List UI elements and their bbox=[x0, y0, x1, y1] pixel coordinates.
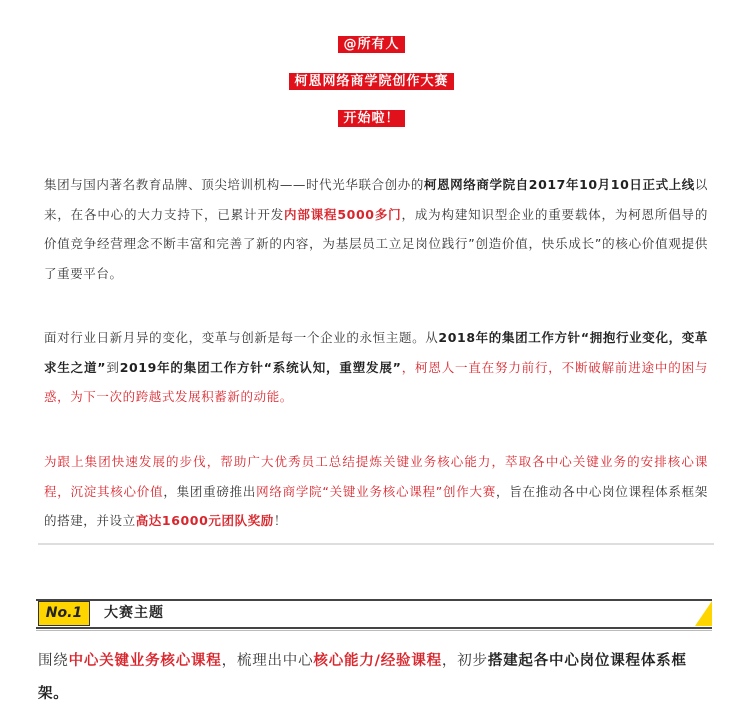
intro-paragraph bbox=[44, 170, 708, 288]
section-title: 大赛主题 bbox=[104, 605, 164, 621]
banner-line-1 bbox=[0, 33, 743, 52]
banner-text-start: 开始啦！ bbox=[338, 110, 404, 127]
section-divider bbox=[38, 543, 714, 545]
text-segment-bold: 柯恩网络商学院自2017年10月10日正式上线 bbox=[423, 177, 695, 192]
text-segment-bold: 2018年的集团工作方针 bbox=[438, 330, 581, 345]
banner-line-3 bbox=[0, 107, 743, 126]
header-bottom-rule bbox=[36, 627, 712, 629]
text-segment: 集团与国内著名教育品牌、顶尖培训机构——时代光华联合创办的 bbox=[44, 177, 424, 192]
text-segment-bold: 框架。 bbox=[38, 653, 687, 702]
text-segment: ，旨在推动各中心岗位课程体系框架的搭建，并设立 bbox=[44, 483, 708, 528]
text-segment-highlight: 高达16000元团队奖励 bbox=[135, 513, 274, 528]
text-segment: 到 bbox=[106, 359, 120, 375]
text-segment: ，梳理出中心 bbox=[221, 653, 314, 669]
change-paragraph bbox=[44, 323, 708, 412]
section-header-theme bbox=[36, 599, 712, 629]
text-segment-red: ，柯恩人一直在努力前行，不断破解前进途中的困与惑，为下一次的跨越式发展积蓄新的动能。 bbox=[44, 359, 708, 404]
text-segment: ，成为构建知识型企业的重要载体，为柯恩所倡导的价值竞争经营理念不断丰富和完善了新的内容，为基层员工立足岗位践行”创造价值，快乐成长”的核心价值观提供了重要平台。 bbox=[44, 206, 708, 281]
text-segment-highlight: 核心能力/经验课程 bbox=[313, 653, 442, 669]
section-number-badge: No.1 bbox=[38, 601, 90, 626]
text-segment-bold: 搭建起各中心岗位课程体系 bbox=[487, 653, 672, 669]
text-segment: 面对行业日新月异的变化，变革与创新是每一个企业的永恒主题。从 bbox=[44, 330, 439, 345]
text-segment-bold: “ bbox=[580, 330, 590, 345]
header-bottom-shadow bbox=[36, 630, 712, 631]
text-segment-bold: 2019年的集团工作方针“系统认知，重塑发展” bbox=[119, 359, 402, 375]
text-segment: 以来，在各中心的大力支持下，已累计开发 bbox=[44, 177, 708, 222]
banner-text-contest-name: 柯恩网络商学院创作大赛 bbox=[289, 73, 453, 90]
contest-paragraph bbox=[44, 447, 708, 536]
banner-text-at-all: @所有人 bbox=[338, 36, 404, 53]
text-segment-red: 为跟上集团快速发展的步伐，帮助广大优秀员工总结提炼关键业务核心能力，萃取各中心关键业务的安排核心课程，沉淀其核心价值 bbox=[44, 454, 708, 499]
text-segment: ！ bbox=[273, 513, 288, 528]
text-segment: ，集团重磅推出 bbox=[163, 483, 257, 499]
text-segment-highlight: 中心关键业务核心课程 bbox=[68, 653, 222, 669]
text-segment: ，初步 bbox=[441, 653, 488, 669]
text-segment-highlight: 内部课程5000多门 bbox=[284, 206, 402, 222]
banner-line-2 bbox=[0, 70, 743, 89]
text-segment: 围绕 bbox=[38, 653, 69, 669]
theme-paragraph bbox=[38, 645, 710, 711]
corner-accent-icon bbox=[695, 601, 712, 626]
text-segment-red: 网络商学院“关键业务核心课程”创作大赛 bbox=[256, 483, 497, 499]
text-segment-bold: 拥抱行业变化，变革求生之道” bbox=[44, 330, 708, 375]
